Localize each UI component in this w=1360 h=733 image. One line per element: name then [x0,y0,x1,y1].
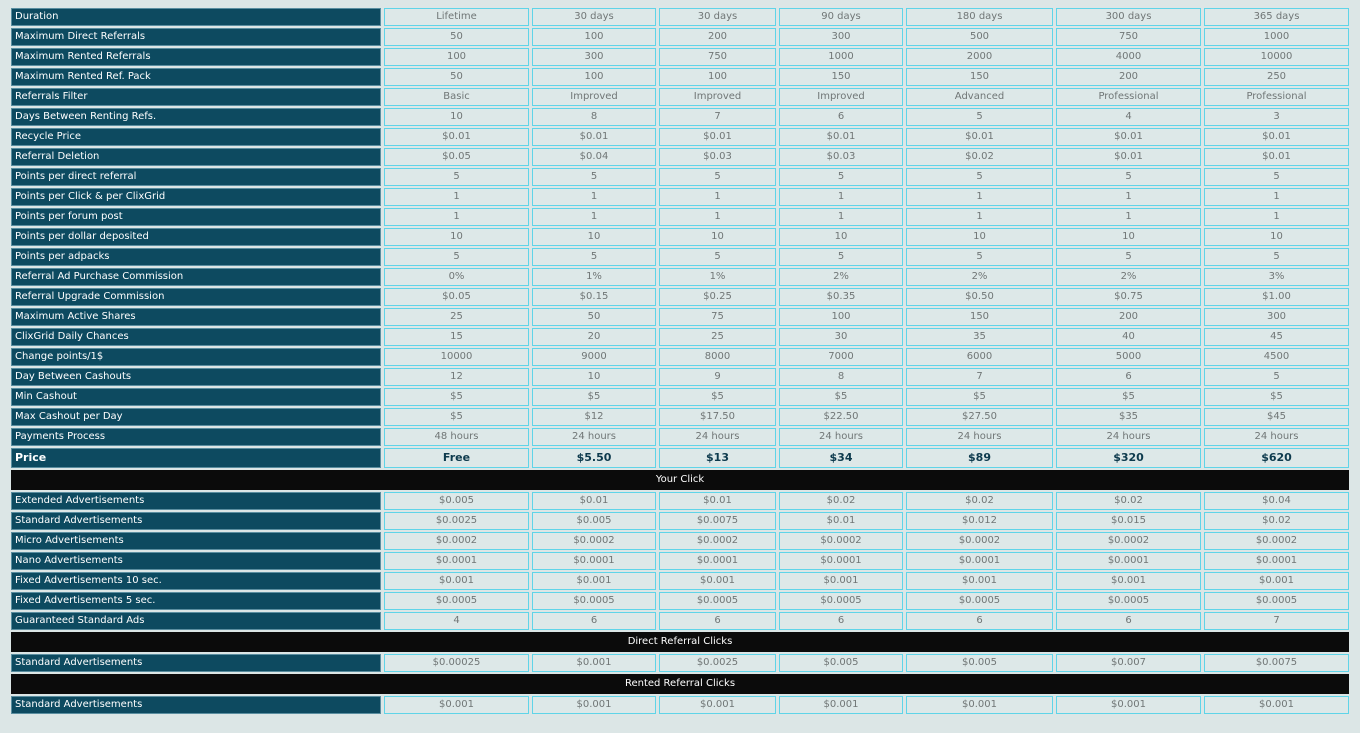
table-row [11,492,1349,510]
row-label: Extended Advertisements [11,492,381,510]
plan-value-cell: 10 [532,228,656,246]
plan-value-cell: 2% [906,268,1053,286]
plan-value-cell: 150 [906,68,1053,86]
plan-value-cell: $0.01 [779,128,903,146]
plan-value-cell: $0.0001 [1204,552,1349,570]
plan-value-cell: 7 [659,108,776,126]
plan-value-cell: $0.01 [1204,148,1349,166]
plan-value-cell: $0.01 [1056,148,1201,166]
plan-value-cell: 10000 [1204,48,1349,66]
plan-value-cell: 25 [384,308,529,326]
plan-value-cell: $0.03 [779,148,903,166]
plan-value-cell: $12 [532,408,656,426]
plan-value-cell: $0.75 [1056,288,1201,306]
plan-value-cell: $320 [1056,448,1201,468]
row-label: Standard Advertisements [11,654,381,672]
plan-value-cell: 10 [1056,228,1201,246]
plan-value-cell: $0.0005 [1204,592,1349,610]
plan-value-cell: 1 [384,208,529,226]
plan-value-cell: $5 [1056,388,1201,406]
plan-value-cell: $34 [779,448,903,468]
plan-value-cell: 20 [532,328,656,346]
plan-value-cell: 6 [532,612,656,630]
plan-value-cell: Professional [1204,88,1349,106]
table-row [11,368,1349,386]
plan-value-cell: 90 days [779,8,903,26]
plan-value-cell: $0.05 [384,148,529,166]
plan-value-cell: 100 [659,68,776,86]
table-row [11,148,1349,166]
plan-value-cell: $0.0025 [659,654,776,672]
plan-value-cell: 5 [659,248,776,266]
row-label: Referral Ad Purchase Commission [11,268,381,286]
plan-value-cell: 750 [659,48,776,66]
plan-value-cell: 1 [779,188,903,206]
plan-value-cell: $0.0001 [779,552,903,570]
plan-value-cell: 3 [1204,108,1349,126]
plan-value-cell: $0.0001 [532,552,656,570]
plan-value-cell: 7000 [779,348,903,366]
plan-value-cell: 9000 [532,348,656,366]
table-row [11,348,1349,366]
row-label: Maximum Rented Ref. Pack [11,68,381,86]
plan-value-cell: $0.01 [779,512,903,530]
plan-value-cell: 1000 [779,48,903,66]
plan-value-cell: $0.02 [1056,492,1201,510]
plan-value-cell: 5 [1204,368,1349,386]
row-label: Change points/1$ [11,348,381,366]
plan-value-cell: Basic [384,88,529,106]
plan-value-cell: 6 [1056,368,1201,386]
plan-value-cell: $0.0002 [384,532,529,550]
plan-value-cell: 5 [779,248,903,266]
plan-value-cell: 6000 [906,348,1053,366]
plan-value-cell: 2% [1056,268,1201,286]
plan-value-cell: 5 [1056,248,1201,266]
plan-value-cell: 300 days [1056,8,1201,26]
plan-value-cell: $0.01 [532,128,656,146]
plan-value-cell: $0.00025 [384,654,529,672]
plan-value-cell: 45 [1204,328,1349,346]
plan-value-cell: Improved [532,88,656,106]
table-row [11,388,1349,406]
plan-value-cell: $0.01 [384,128,529,146]
plan-value-cell: $5 [384,408,529,426]
plan-value-cell: 365 days [1204,8,1349,26]
plan-value-cell: $0.001 [659,696,776,714]
plan-value-cell: $5 [779,388,903,406]
plan-value-cell: 1 [384,188,529,206]
table-row [11,68,1349,86]
section-header-row [11,470,1349,490]
row-label: Standard Advertisements [11,512,381,530]
plan-value-cell: 7 [1204,612,1349,630]
row-label: Payments Process [11,428,381,446]
plan-value-cell: $0.005 [906,654,1053,672]
plan-value-cell: 50 [532,308,656,326]
row-label: Min Cashout [11,388,381,406]
row-label: Referral Deletion [11,148,381,166]
plan-value-cell: $0.005 [384,492,529,510]
membership-comparison [8,6,1351,716]
table-row [11,168,1349,186]
plan-value-cell: $0.001 [532,696,656,714]
plan-value-cell: 750 [1056,28,1201,46]
row-label: Maximum Rented Referrals [11,48,381,66]
row-label: Day Between Cashouts [11,368,381,386]
table-row [11,28,1349,46]
row-label: Referrals Filter [11,88,381,106]
table-row [11,696,1349,714]
plan-value-cell: $0.0075 [659,512,776,530]
row-label: Duration [11,8,381,26]
row-label: Max Cashout per Day [11,408,381,426]
plan-value-cell: $0.0002 [532,532,656,550]
plan-value-cell: 10 [384,108,529,126]
plan-value-cell: 500 [906,28,1053,46]
plan-value-cell: $0.001 [1204,696,1349,714]
plan-value-cell: $0.0002 [659,532,776,550]
plan-value-cell: $0.04 [1204,492,1349,510]
plan-value-cell: 15 [384,328,529,346]
plan-value-cell: 1% [532,268,656,286]
plan-value-cell: 35 [906,328,1053,346]
plan-value-cell: 100 [532,68,656,86]
plan-value-cell: $0.005 [779,654,903,672]
plan-value-cell: 1 [779,208,903,226]
plan-value-cell: $0.01 [1056,128,1201,146]
row-label: Maximum Active Shares [11,308,381,326]
plan-value-cell: 3% [1204,268,1349,286]
plan-value-cell: $45 [1204,408,1349,426]
row-label: Micro Advertisements [11,532,381,550]
plan-value-cell: 24 hours [906,428,1053,446]
plan-value-cell: $0.15 [532,288,656,306]
plan-value-cell: 200 [659,28,776,46]
plan-value-cell: $0.0005 [532,592,656,610]
plan-value-cell: $5.50 [532,448,656,468]
table-row [11,612,1349,630]
plan-value-cell: $0.0002 [1204,532,1349,550]
row-label: Points per direct referral [11,168,381,186]
plan-value-cell: 10 [532,368,656,386]
row-label: Points per Click & per ClixGrid [11,188,381,206]
plan-value-cell: 8 [779,368,903,386]
plan-value-cell: $5 [906,388,1053,406]
plan-value-cell: $0.05 [384,288,529,306]
plan-value-cell: 24 hours [1056,428,1201,446]
membership-table-body [11,8,1349,714]
plan-value-cell: 1 [1056,208,1201,226]
plan-value-cell: $35 [1056,408,1201,426]
plan-value-cell: 1000 [1204,28,1349,46]
plan-value-cell: $0.001 [906,572,1053,590]
plan-value-cell: 300 [779,28,903,46]
price-row [11,448,1349,468]
plan-value-cell: $89 [906,448,1053,468]
plan-value-cell: $1.00 [1204,288,1349,306]
plan-value-cell: 8000 [659,348,776,366]
row-label: Guaranteed Standard Ads [11,612,381,630]
plan-value-cell: $0.50 [906,288,1053,306]
plan-value-cell: 5 [659,168,776,186]
row-label: ClixGrid Daily Chances [11,328,381,346]
plan-value-cell: $0.007 [1056,654,1201,672]
plan-value-cell: Lifetime [384,8,529,26]
plan-value-cell: 7 [906,368,1053,386]
plan-value-cell: 5 [1204,248,1349,266]
plan-value-cell: $0.0002 [1056,532,1201,550]
plan-value-cell: 6 [906,612,1053,630]
plan-value-cell: $0.0005 [384,592,529,610]
row-label: Nano Advertisements [11,552,381,570]
plan-value-cell: $0.0001 [659,552,776,570]
plan-value-cell: $0.02 [779,492,903,510]
plan-value-cell: $0.0075 [1204,654,1349,672]
plan-value-cell: 1 [1204,208,1349,226]
plan-value-cell: 24 hours [532,428,656,446]
plan-value-cell: 75 [659,308,776,326]
table-row [11,532,1349,550]
plan-value-cell: 5 [1204,168,1349,186]
plan-value-cell: 5 [532,168,656,186]
plan-value-cell: $0.0001 [1056,552,1201,570]
plan-value-cell: 180 days [906,8,1053,26]
plan-value-cell: $5 [532,388,656,406]
row-label: Standard Advertisements [11,696,381,714]
plan-value-cell: $0.001 [1056,572,1201,590]
plan-value-cell: $0.02 [1204,512,1349,530]
table-row [11,188,1349,206]
table-row [11,428,1349,446]
table-row [11,308,1349,326]
plan-value-cell: $0.02 [906,148,1053,166]
plan-value-cell: 6 [659,612,776,630]
row-label: Days Between Renting Refs. [11,108,381,126]
plan-value-cell: $5 [659,388,776,406]
plan-value-cell: $0.0005 [1056,592,1201,610]
plan-value-cell: 24 hours [1204,428,1349,446]
plan-value-cell: 30 [779,328,903,346]
table-row [11,572,1349,590]
plan-value-cell: $0.001 [779,572,903,590]
plan-value-cell: 10 [384,228,529,246]
plan-value-cell: 2% [779,268,903,286]
plan-value-cell: 30 days [659,8,776,26]
plan-value-cell: $0.01 [906,128,1053,146]
row-label: Price [11,448,381,468]
plan-value-cell: $22.50 [779,408,903,426]
plan-value-cell: $0.35 [779,288,903,306]
plan-value-cell: $0.012 [906,512,1053,530]
row-label: Referral Upgrade Commission [11,288,381,306]
plan-value-cell: 5 [906,248,1053,266]
plan-value-cell: 10 [906,228,1053,246]
row-label: Fixed Advertisements 10 sec. [11,572,381,590]
section-title: Your Click [11,470,1349,490]
plan-value-cell: $5 [1204,388,1349,406]
table-row [11,88,1349,106]
plan-value-cell: 1 [906,188,1053,206]
table-row [11,228,1349,246]
plan-value-cell: 1 [1204,188,1349,206]
plan-value-cell: $0.0005 [906,592,1053,610]
plan-value-cell: Advanced [906,88,1053,106]
plan-value-cell: 5000 [1056,348,1201,366]
table-row [11,408,1349,426]
table-row [11,108,1349,126]
plan-value-cell: $0.0005 [659,592,776,610]
plan-value-cell: $0.001 [384,696,529,714]
plan-value-cell: $5 [384,388,529,406]
plan-value-cell: 5 [384,248,529,266]
plan-value-cell: 200 [1056,68,1201,86]
row-label: Points per adpacks [11,248,381,266]
plan-value-cell: 1 [659,188,776,206]
plan-value-cell: Improved [659,88,776,106]
plan-value-cell: $17.50 [659,408,776,426]
plan-value-cell: $0.005 [532,512,656,530]
section-title: Rented Referral Clicks [11,674,1349,694]
plan-value-cell: 5 [779,168,903,186]
plan-value-cell: $0.001 [779,696,903,714]
plan-value-cell: $0.015 [1056,512,1201,530]
plan-value-cell: 300 [1204,308,1349,326]
plan-value-cell: 5 [906,108,1053,126]
table-row [11,552,1349,570]
plan-value-cell: $0.001 [1204,572,1349,590]
plan-value-cell: $0.0001 [384,552,529,570]
plan-value-cell: $0.0002 [906,532,1053,550]
table-row [11,288,1349,306]
plan-value-cell: 24 hours [659,428,776,446]
plan-value-cell: 10000 [384,348,529,366]
table-row [11,328,1349,346]
table-row [11,268,1349,286]
plan-value-cell: 10 [1204,228,1349,246]
plan-value-cell: 100 [384,48,529,66]
plan-value-cell: $0.04 [532,148,656,166]
plan-value-cell: $13 [659,448,776,468]
plan-value-cell: $620 [1204,448,1349,468]
plan-value-cell: 8 [532,108,656,126]
plan-value-cell: $0.01 [659,128,776,146]
plan-value-cell: $0.001 [384,572,529,590]
plan-value-cell: Improved [779,88,903,106]
plan-value-cell: 6 [1056,612,1201,630]
plan-value-cell: $0.01 [1204,128,1349,146]
plan-value-cell: 1 [659,208,776,226]
plan-value-cell: 25 [659,328,776,346]
table-row [11,128,1349,146]
table-row [11,512,1349,530]
section-header-row [11,674,1349,694]
row-label: Fixed Advertisements 5 sec. [11,592,381,610]
plan-value-cell: $0.0002 [779,532,903,550]
plan-value-cell: 5 [1056,168,1201,186]
plan-value-cell: 6 [779,108,903,126]
plan-value-cell: 40 [1056,328,1201,346]
plan-value-cell: $0.001 [906,696,1053,714]
plan-value-cell: 1 [906,208,1053,226]
plan-value-cell: $0.001 [1056,696,1201,714]
plan-value-cell: $0.0001 [906,552,1053,570]
table-row [11,654,1349,672]
plan-value-cell: 12 [384,368,529,386]
plan-value-cell: 30 days [532,8,656,26]
plan-value-cell: $27.50 [906,408,1053,426]
plan-value-cell: 4500 [1204,348,1349,366]
plan-value-cell: 300 [532,48,656,66]
plan-value-cell: 150 [906,308,1053,326]
table-row [11,208,1349,226]
plan-value-cell: 9 [659,368,776,386]
plan-value-cell: 10 [779,228,903,246]
plan-value-cell: 2000 [906,48,1053,66]
plan-value-cell: 6 [779,612,903,630]
row-label: Points per dollar deposited [11,228,381,246]
plan-value-cell: 5 [384,168,529,186]
plan-value-cell: 4 [384,612,529,630]
plan-value-cell: 24 hours [779,428,903,446]
plan-value-cell: 150 [779,68,903,86]
row-label: Maximum Direct Referrals [11,28,381,46]
plan-value-cell: 1 [532,208,656,226]
plan-value-cell: 1% [659,268,776,286]
table-row [11,8,1349,26]
section-title: Direct Referral Clicks [11,632,1349,652]
plan-value-cell: 10 [659,228,776,246]
plan-value-cell: $0.0005 [779,592,903,610]
plan-value-cell: 100 [532,28,656,46]
table-row [11,248,1349,266]
plan-value-cell: 4 [1056,108,1201,126]
plan-value-cell: 5 [532,248,656,266]
plan-value-cell: 1 [532,188,656,206]
plan-value-cell: Free [384,448,529,468]
plan-value-cell: $0.02 [906,492,1053,510]
plan-value-cell: 100 [779,308,903,326]
plan-value-cell: $0.001 [659,572,776,590]
plan-value-cell: $0.25 [659,288,776,306]
plan-value-cell: Professional [1056,88,1201,106]
membership-table [8,6,1352,716]
table-row [11,592,1349,610]
plan-value-cell: 50 [384,28,529,46]
plan-value-cell: $0.001 [532,572,656,590]
plan-value-cell: 48 hours [384,428,529,446]
plan-value-cell: $0.03 [659,148,776,166]
plan-value-cell: $0.01 [659,492,776,510]
section-header-row [11,632,1349,652]
plan-value-cell: $0.0025 [384,512,529,530]
plan-value-cell: $0.01 [532,492,656,510]
plan-value-cell: 50 [384,68,529,86]
plan-value-cell: $0.001 [532,654,656,672]
plan-value-cell: 4000 [1056,48,1201,66]
plan-value-cell: 0% [384,268,529,286]
row-label: Recycle Price [11,128,381,146]
row-label: Points per forum post [11,208,381,226]
plan-value-cell: 5 [906,168,1053,186]
table-row [11,48,1349,66]
plan-value-cell: 250 [1204,68,1349,86]
plan-value-cell: 1 [1056,188,1201,206]
plan-value-cell: 200 [1056,308,1201,326]
